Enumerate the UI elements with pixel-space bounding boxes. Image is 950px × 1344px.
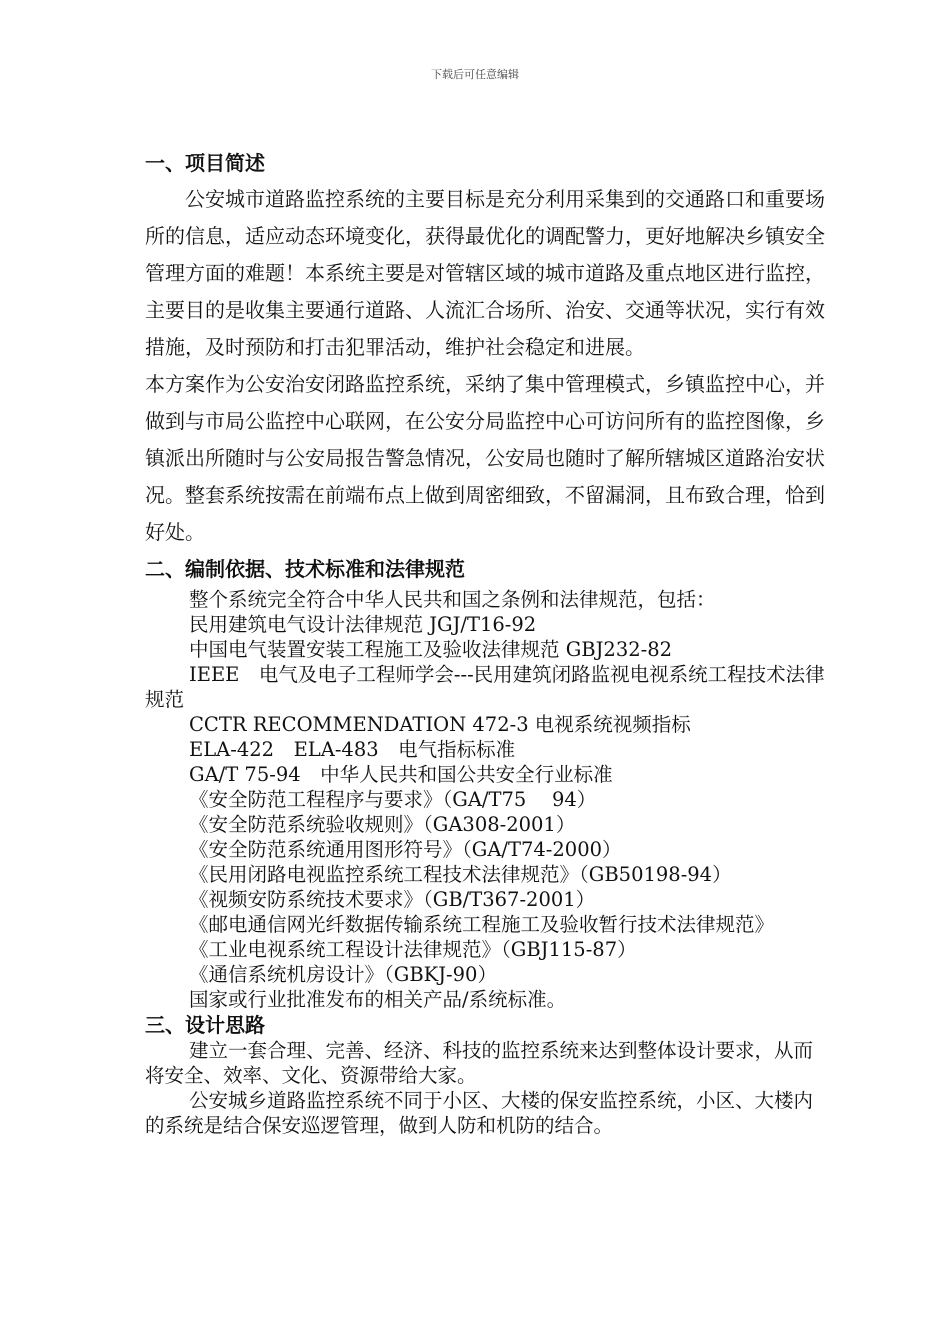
standard-item: 《安全防范系统通用图形符号》（GA/T74-2000） <box>189 838 622 861</box>
section-project-overview <box>145 145 825 551</box>
standard-item: 《工业电视系统工程设计法律规范》（GBJ115-87） <box>189 938 637 961</box>
paragraph-design-1: 建立一套合理、完善、经济、科技的监控系统来达到整体设计要求，从而将安全、效率、文化、资源带给大家。 <box>145 1039 814 1087</box>
section-standards <box>145 551 825 1012</box>
standards-intro: 整个系统完全符合中华人民共和国之条例和法律规范，包括： <box>189 588 716 611</box>
standard-item: CCTR RECOMMENDATION 472-3 电视系统视频指标 <box>189 713 691 736</box>
standard-item: 《安全防范系统验收规则》（GA308-2001） <box>189 813 576 836</box>
section-heading-2: 二、编制依据、技术标准和法律规范 <box>145 557 465 581</box>
standard-item: 《通信系统机房设计》（GBKJ-90） <box>189 963 497 986</box>
standard-item: 《邮电通信网光纤数据传输系统工程施工及验收暂行技术法律规范》 <box>189 913 775 936</box>
section-heading-3: 三、设计思路 <box>145 1013 265 1037</box>
standard-item: IEEE 电气及电子工程师学会---民用建筑闭路监视电视系统工程技术法律规范 <box>145 663 825 711</box>
section-design-approach <box>145 1012 825 1138</box>
paragraph-overview-1: 公安城市道路监控系统的主要目标是充分利用采集到的交通路口和重要场所的信息，适应动态环境变化，获得最优化的调配警力，更好地解决乡镇安全管理方面的难题！本系统主要是对管辖区域的城市道路及重点地区进行监控，主要目的是收集主要通行道路、人流汇合场所、治安、交通等状况，实行有效措施，及时预防和打击犯罪活动，维护社会稳定和进展。 <box>145 187 825 359</box>
paragraph-overview-2: 本方案作为公安治安闭路监控系统，采纳了集中管理模式，乡镇监控中心，并做到与市局公监控中心联网，在公安分局监控中心可访问所有的监控图像，乡镇派出所随时与公安局报告警急情况，公安局也随时了解所辖城区道路治安状况。整套系统按需在前端布点上做到周密细致，不留漏洞，且布致合理，恰到好处。 <box>145 372 825 544</box>
paragraph-design-2: 公安城乡道路监控系统不同于小区、大楼的保安监控系统，小区、大楼内的系统是结合保安巡逻管理，做到人防和机防的结合。 <box>145 1089 814 1137</box>
standard-item: 《视频安防系统技术要求》（GB/T367-2001） <box>189 888 596 911</box>
header-note: 下载后可任意编辑 <box>431 68 519 81</box>
document-body <box>145 145 825 1138</box>
standard-item: 国家或行业批准发布的相关产品/系统标准。 <box>189 988 567 1011</box>
standard-item: 《民用闭路电视监控系统工程技术法律规范》（GB50198-94） <box>189 863 732 886</box>
standard-item: GA/T 75-94 中华人民共和国公共安全行业标准 <box>189 763 613 786</box>
standard-item: 中国电气装置安装工程施工及验收法律规范 GBJ232-82 <box>189 638 673 661</box>
standard-item: 民用建筑电气设计法律规范 JGJ/T16-92 <box>189 613 537 636</box>
standard-item: 《安全防范工程程序与要求》（GA/T75 94） <box>189 788 597 811</box>
section-heading-1: 一、项目简述 <box>145 151 265 175</box>
standard-item: ELA-422 ELA-483 电气指标标准 <box>189 738 516 761</box>
